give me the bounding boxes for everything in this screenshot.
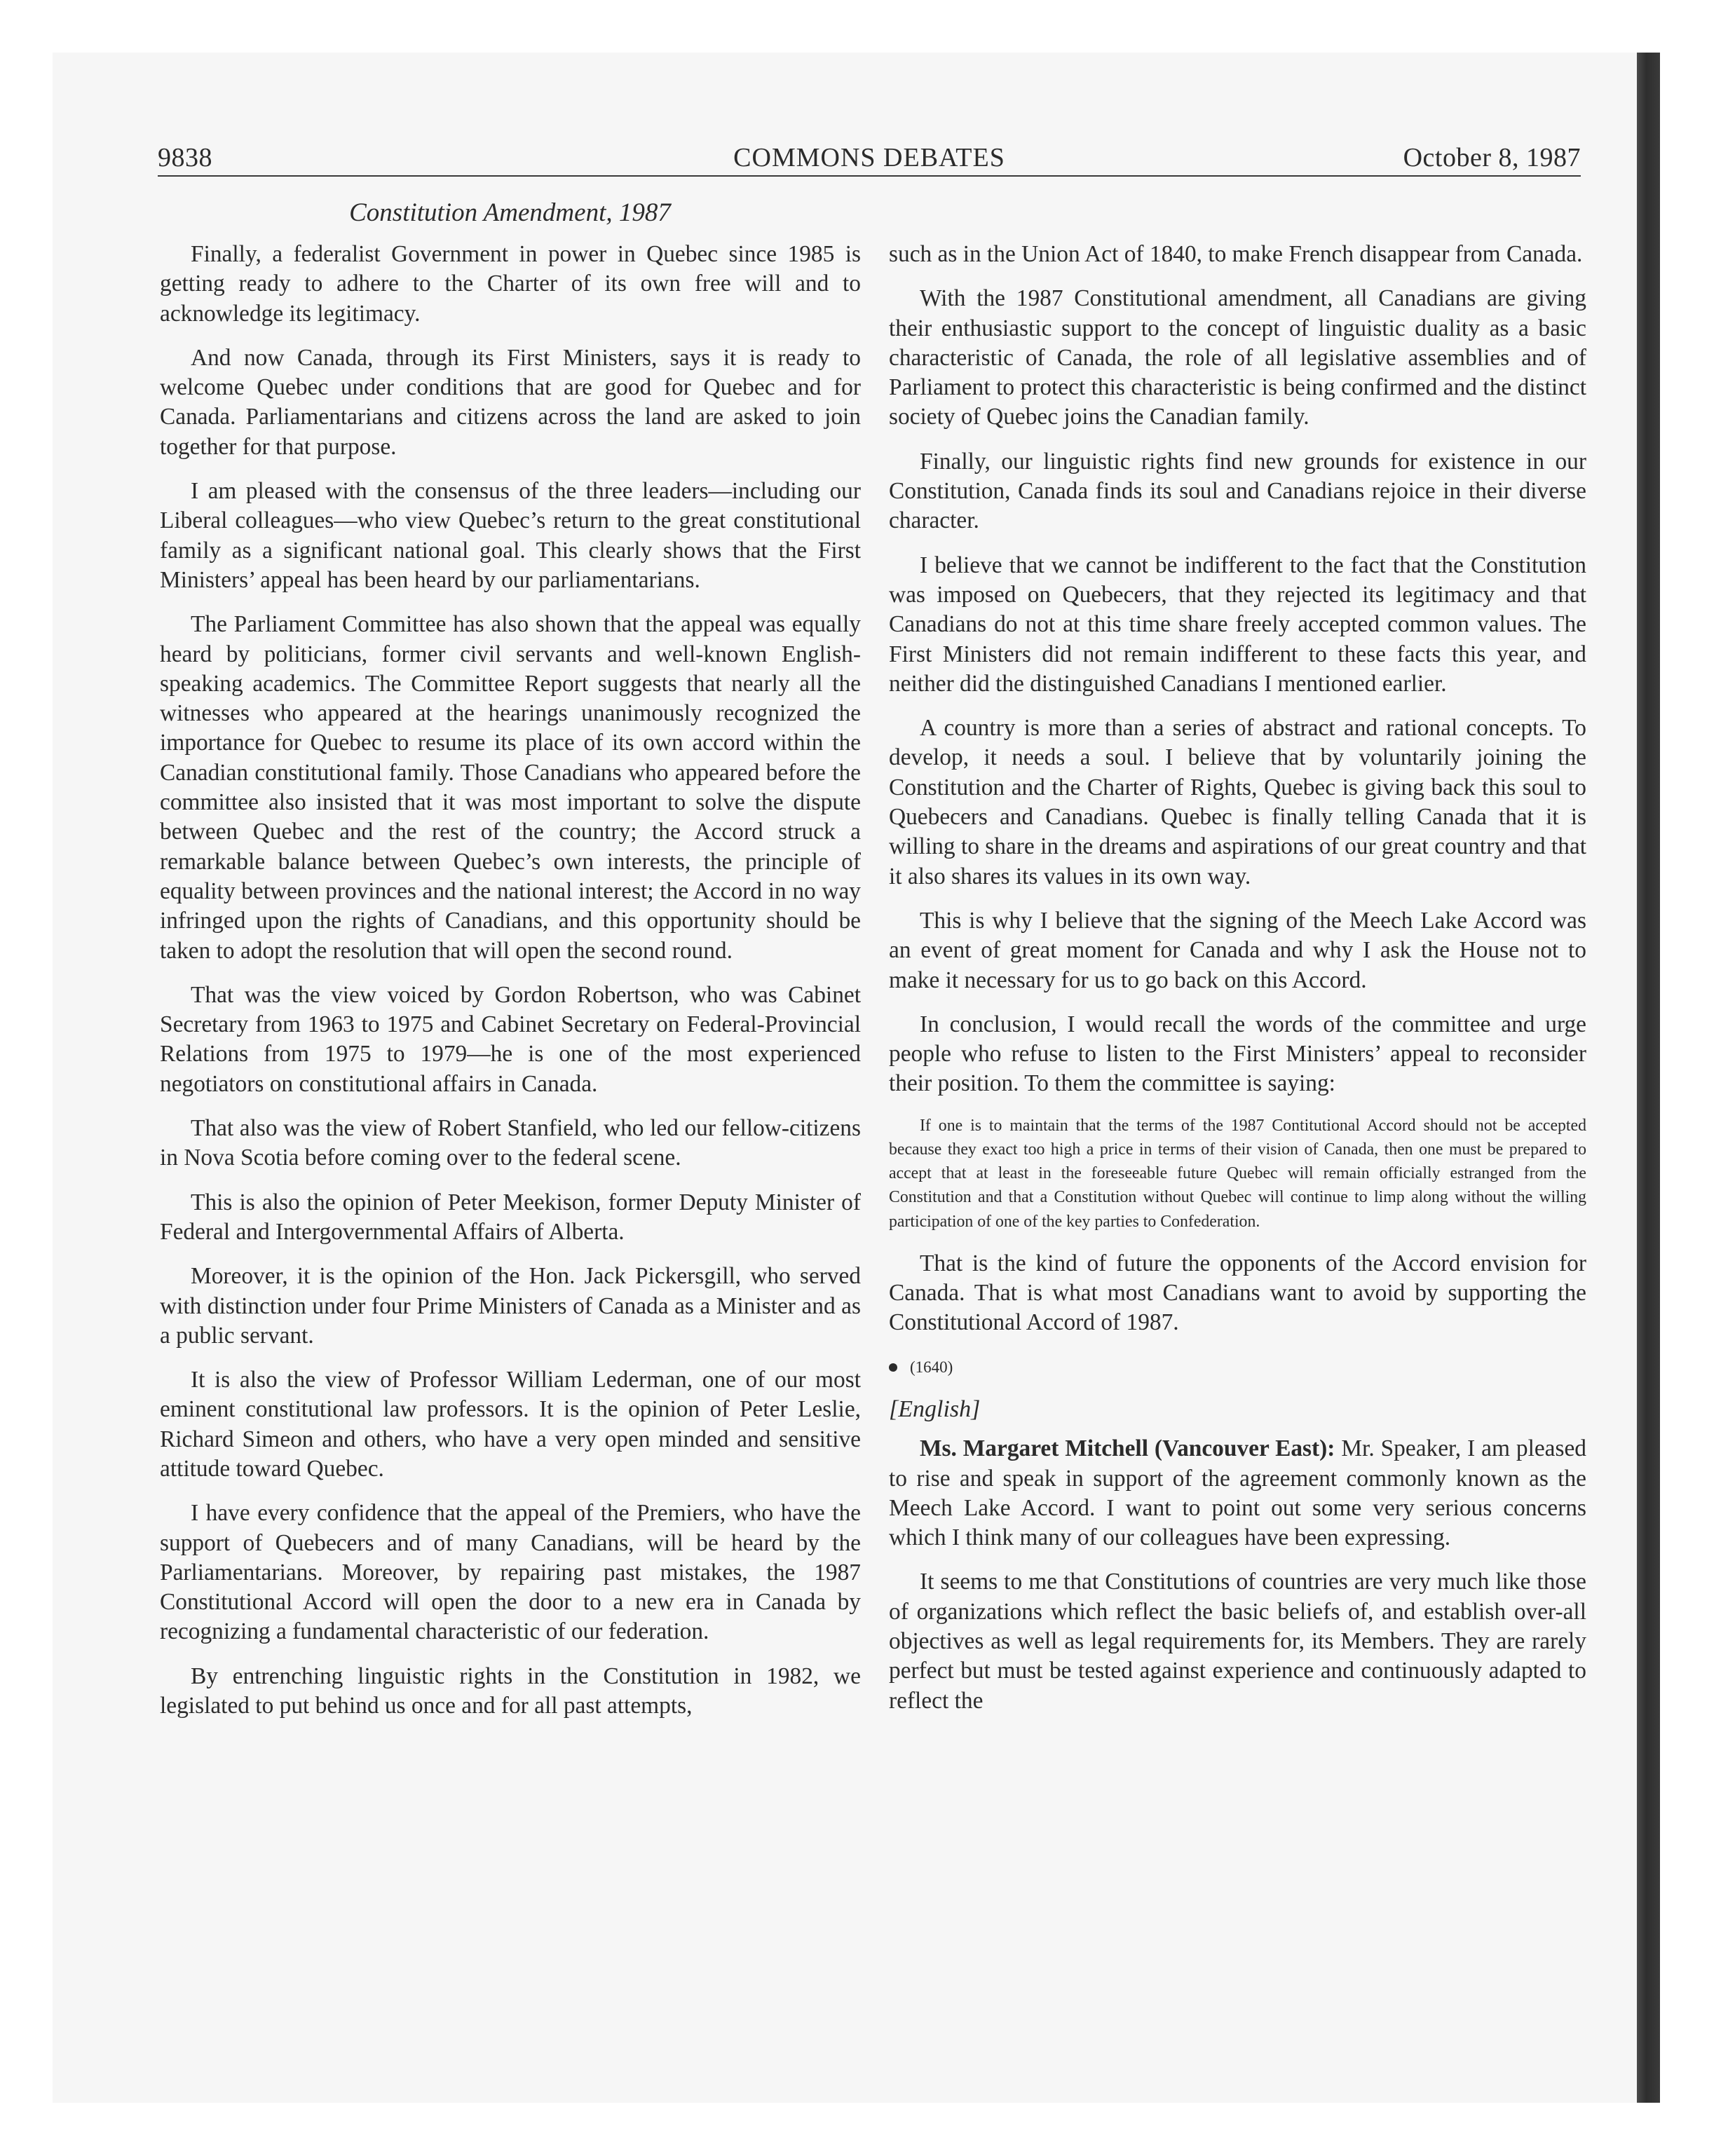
paragraph: By entrenching linguistic rights in the Constitution in 1982, we legislated to put behind us once and for all past attempts, <box>160 1663 861 1719</box>
paragraph: It is also the view of Professor William Lederman, one of our most eminent constitutional law professors. It is the opinion of Peter Leslie, Richard Simeon and others, who have a very open minded and sensitive attitude toward Quebec. <box>160 1367 861 1482</box>
section-title: Constitution Amendment, 1987 <box>349 198 671 227</box>
paragraph: That was the view voiced by Gordon Robertson, who was Cabinet Secretary from 1963 to 1975 and Cabinet Secretary on Federal-Provincial Relations from 1975 to 1979—he is one of the most experienced negotiators on constitutional affairs in Canada. <box>160 981 861 1097</box>
paragraph: Finally, a federalist Government in power in Quebec since 1985 is getting ready to adhere to the Charter of its own free will and to acknowledge its legitimacy. <box>160 241 861 327</box>
block-quote: If one is to maintain that the terms of the 1987 Contitutional Accord should not be accepted because they exact too high a price in terms of their vision of Canada, then one must be prepared to accept that at least in the foreseeable future Quebec will remain officially estranged from the Constitution and that a Constitution without Quebec will continue to limp along without the willing participation of one of the key parties to Confederation. <box>889 1116 1586 1231</box>
speaker-text: Mr. Speaker, I am pleased to rise and speak in support of the agreement commonly known as the Meech Lake Accord. I want to point out some very serious concerns which I think many of our colleagues have been expressing. <box>889 1435 1586 1551</box>
language-marker: [English] <box>889 1396 981 1422</box>
header-rule <box>158 175 1581 177</box>
paragraph: This is also the opinion of Peter Meekison, former Deputy Minister of Federal and Intergovernmental Affairs of Alberta. <box>160 1189 861 1245</box>
page-header <box>158 142 1581 179</box>
paragraph: The Parliament Committee has also shown that the appeal was equally heard by politicians, former civil servants and well-known English-speaking academics. The Committee Report suggests that nearly all the witnesses who appeared at the hearings unanimously recognized the importance for Quebec to resume its place of its own accord within the Canadian constitutional family. Those Canadians who appeared before the committee also insisted that it was most important to solve the dispute between Quebec and the rest of the country; the Accord struck a remarkable balance between Quebec’s own interests, the principle of equality between provinces and the national interest; the Accord in no way infringed upon the rights of Canadians, and this opportunity should be taken to adopt the resolution that will open the second round. <box>160 611 861 964</box>
paragraph: I have every confidence that the appeal of the Premiers, who have the support of Quebecers and of many Canadians, will be heard by the Parliamentarians. Moreover, by repairing past mistakes, the 1987 Constitutional Accord will open the door to a new era in Canada by recognizing a fundamental characteristic of our federation. <box>160 1500 861 1645</box>
paragraph: In conclusion, I would recall the words of the committee and urge people who refuse to listen to the First Ministers’ appeal to reconsider their position. To them the committee is saying: <box>889 1011 1586 1097</box>
page-date: October 8, 1987 <box>1403 143 1581 172</box>
paragraph: It seems to me that Constitutions of countries are very much like those of organizations which reflect the basic beliefs of, and establish over-all objectives as well as legal requirements for, its Members. They are rarely perfect but must be tested against experience and continuously adapted to reflect the <box>889 1569 1586 1714</box>
paragraph: With the 1987 Constitutional amendment, all Canadians are giving their enthusiastic support to the concept of linguistic duality as a basic characteristic of Canada, the role of all legislative assemblies and of Parliament to protect this characteristic is being confirmed and the distinct society of Quebec joins the Canadian family. <box>889 285 1586 430</box>
paragraph: And now Canada, through its First Ministers, says it is ready to welcome Quebec under conditions that are good for Quebec and for Canada. Parliamentarians and citizens across the land are asked to join together for that purpose. <box>160 344 861 460</box>
paragraph: I am pleased with the consensus of the three leaders—including our Liberal colleagues—who view Quebec’s return to the great constitutional family as a significant national goal. This clearly shows that the First Ministers’ appeal has been heard by our parliamentarians. <box>160 478 861 593</box>
speaker-paragraph <box>889 1434 1586 1553</box>
time-marker-text: (1640) <box>910 1358 953 1376</box>
paragraph: Moreover, it is the opinion of the Hon. Jack Pickersgill, who served with distinction under four Prime Ministers of Canada as a Minister and as a public servant. <box>160 1263 861 1349</box>
scan-edge-strip <box>1637 53 1660 2103</box>
time-marker <box>889 1353 1586 1382</box>
paragraph: I believe that we cannot be indifferent to the fact that the Constitution was imposed on Quebecers, that they rejected its legitimacy and that Canadians do not at this time share freely accepted common values. The First Ministers did not remain indifferent to these facts this year, and neither did the distinguished Canadians I mentioned earlier. <box>889 552 1586 697</box>
publication-title: COMMONS DEBATES <box>733 143 1005 172</box>
bullet-icon <box>889 1363 897 1372</box>
paragraph: This is why I believe that the signing of the Meech Lake Accord was an event of great moment for Canada and why I ask the House not to make it necessary for us to go back on this Accord. <box>889 907 1586 993</box>
paragraph: That also was the view of Robert Stanfield, who led our fellow-citizens in Nova Scotia before coming over to the federal scene. <box>160 1115 861 1171</box>
speaker-name: Ms. Margaret Mitchell (Vancouver East): <box>920 1435 1335 1462</box>
paragraph: That is the kind of future the opponents of the Accord envision for Canada. That is what most Canadians want to avoid by supporting the Constitutional Accord of 1987. <box>889 1250 1586 1336</box>
page-number: 9838 <box>158 143 212 172</box>
right-column <box>889 240 1586 1731</box>
paragraph: A country is more than a series of abstract and rational concepts. To develop, it needs a soul. I believe that by voluntarily joining the Constitution and the Charter of Rights, Quebec is giving back this soul to Quebecers and Canadians. Quebec is finally telling Canada that it is willing to share in the dreams and aspirations of our great country and that it also shares its values in its own way. <box>889 715 1586 889</box>
paragraph: Finally, our linguistic rights find new grounds for existence in our Constitution, Canada finds its soul and Canadians rejoice in their diverse character. <box>889 448 1586 534</box>
left-column <box>160 240 861 1735</box>
continued-paragraph: such as in the Union Act of 1840, to make French disappear from Canada. <box>889 241 1583 267</box>
